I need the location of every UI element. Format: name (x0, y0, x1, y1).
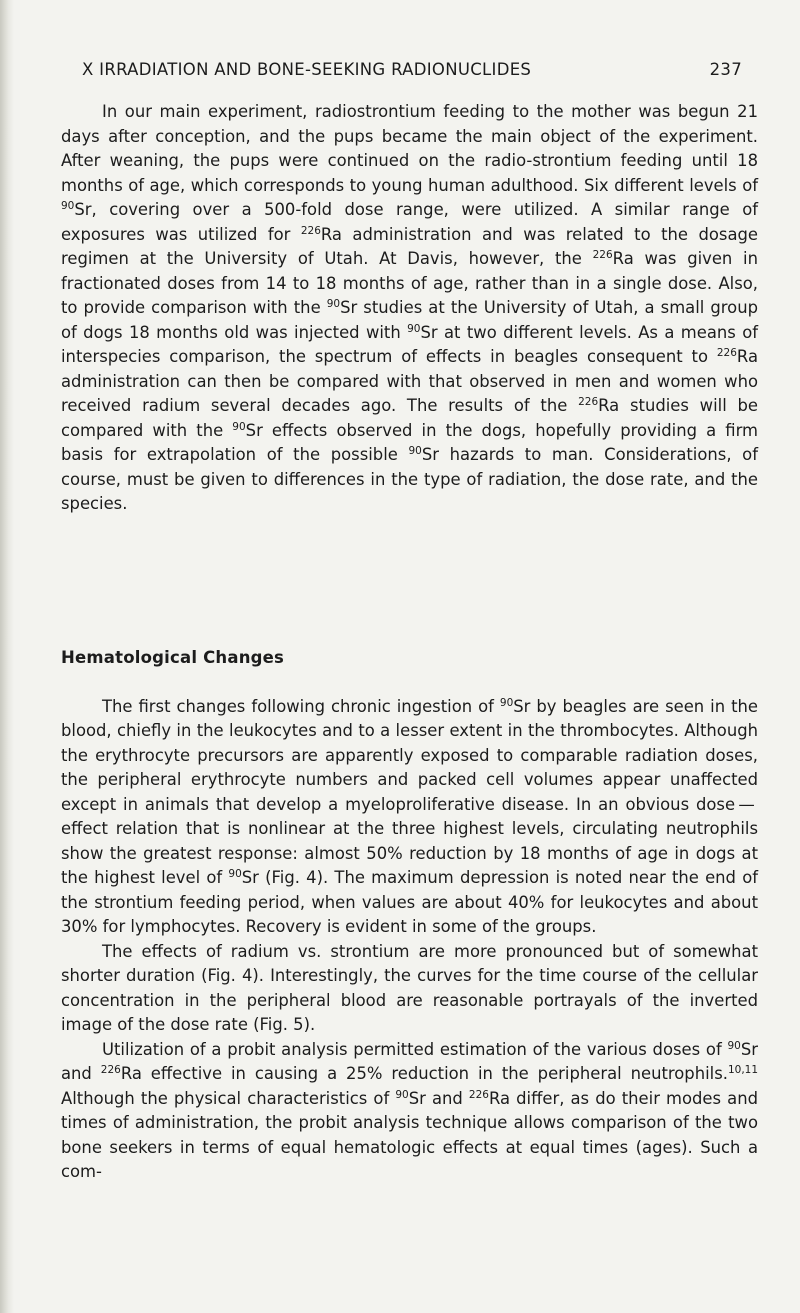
text-run: Ra effective in causing a 25% reduction in the peripheral neutrophils. (120, 1064, 728, 1083)
text-run: The first changes following chronic ingestion of (102, 696, 500, 716)
superscript: 226 (592, 249, 613, 261)
superscript: 10,11 (727, 1064, 759, 1076)
text-run: Sr hazards to man. Considerations, of course, must be given to differences in the type of radiation, the dose rate, and the species. (61, 445, 758, 513)
body-paragraph-2 (61, 940, 758, 1038)
text-run: Sr, covering over a 500-fold dose range, were utilized. A similar range of exposures was utilized for (61, 200, 758, 244)
text-run: Ra administration and was related to the dosage regimen at the University of Utah. At Davis, however, the (61, 224, 758, 268)
text-run: Sr (Fig. 4). The maximum depression is noted near the end of the strontium feeding period, when values are about 40% for leukocytes and about 30% for lymphocytes. Recovery is evident in some of the groups. (61, 868, 758, 936)
superscript: 90 (407, 322, 421, 335)
superscript: 226 (468, 1088, 489, 1101)
text-run: Ra studies will be compared with the (61, 396, 758, 440)
superscript: 226 (300, 224, 321, 237)
intro-section (61, 100, 758, 517)
page-number: 237 (709, 60, 742, 79)
text-run: Utilization of a probit analysis permitted estimation of the various doses of (102, 1039, 728, 1059)
superscript: 90 (727, 1039, 741, 1052)
intro-paragraph (61, 100, 758, 517)
running-head (82, 60, 742, 79)
superscript: 90 (395, 1088, 409, 1101)
superscript: 90 (499, 696, 514, 709)
text-run: The effects of radium vs. strontium are more pronounced but of somewhat shorter duration (Fig. 4). Interestingly, the curves for the time course of the cellular concentration in the peripheral blood are reasonable portrayals of the inverted image of the dose rate (Fig. 5). (61, 941, 758, 1034)
section-heading: Hematological Changes (61, 648, 285, 667)
superscript: 226 (716, 347, 737, 359)
superscript: 90 (232, 420, 246, 433)
text-run: Ra administration can then be compared with that observed in men and women who received radium several decades ago. The results of the (61, 347, 758, 415)
text-run: Although the physical characteristics of (61, 1088, 396, 1108)
superscript: 226 (578, 396, 599, 408)
page-edge-shadow (0, 0, 14, 1313)
text-run: Ra was given in fractionated doses from 14 to 18 months of age, rather than in a single dose. Also, to provide comparison with the (61, 249, 758, 317)
text-run: Sr at two different levels. As a means of interspecies comparison, the spectrum of effects in beagles consequent to (61, 322, 758, 366)
text-run: Sr effects observed in the dogs, hopefully providing a firm basis for extrapolation of the possible (61, 420, 759, 464)
text-run: Sr by beagles are seen in the blood, chiefly in the leukocytes and to a lesser extent in the thrombocytes. Although the erythrocyte precursors are apparently exposed to comparable radiation doses, the peripheral erythrocyte numbers and packed cell volumes appear unaffected except in animals that develop a myeloproliferative disease. In an obvious dose — effect relation that is nonlinear at the three highest levels, circulating neutrophils show the greatest response: almost 50% reduction by 18 months of age in dogs at the highest level of (61, 696, 758, 887)
body-paragraph-1 (61, 695, 758, 940)
text-run: In our main experiment, radiostrontium feeding to the mother was begun 21 days after conception, and the pups became the main object of the experiment. After weaning, the pups were continued on the radio-strontium feeding until 18 months of age, which corresponds to young human adulthood. Six different levels of (61, 102, 758, 195)
superscript: 90 (408, 445, 422, 457)
superscript: 90 (228, 868, 242, 880)
hematological-section (61, 646, 758, 1185)
text-run: Sr and (61, 1039, 758, 1083)
text-run: Ra differ, as do their modes and times of administration, the probit analysis technique allows comparison of the two bone seekers in terms of equal hematologic effects at equal times (ages). Such a com- (61, 1088, 759, 1181)
superscript: 90 (326, 298, 341, 310)
superscript: 226 (100, 1064, 121, 1076)
text-run: Sr and (408, 1088, 469, 1108)
running-head-title: X IRRADIATION AND BONE-SEEKING RADIONUCLIDES (82, 60, 532, 79)
body-paragraph-3 (61, 1038, 758, 1185)
text-run: Sr studies at the University of Utah, a small group of dogs 18 months old was injected with (61, 298, 758, 342)
superscript: 90 (61, 200, 75, 212)
